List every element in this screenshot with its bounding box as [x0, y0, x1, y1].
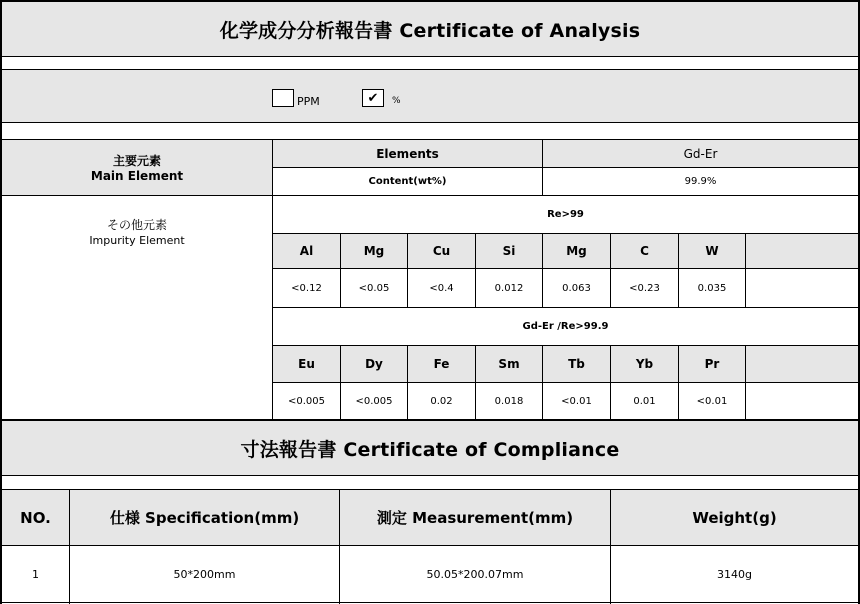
- row-measurement: 50.05*200.07mm: [426, 567, 524, 581]
- checkmark-icon: ✔: [367, 90, 379, 106]
- group2-element: Sm: [476, 346, 542, 382]
- main-element-label-en: Main Element: [90, 169, 184, 183]
- group1-element-empty: [746, 234, 858, 268]
- content-header: Content(wt%): [368, 176, 447, 187]
- main-element-label: [2, 140, 272, 195]
- group2-element: Pr: [679, 346, 745, 382]
- group2-value: <0.01: [696, 395, 728, 407]
- col-header-specification: 仕様 Specification(mm): [70, 490, 339, 545]
- unit-selection-band: [2, 70, 858, 122]
- analysis-title: 化学成分分析報告書 Certificate of Analysis: [2, 2, 858, 56]
- group2-element-empty: [746, 346, 858, 382]
- group2-value: 0.018: [494, 395, 524, 407]
- group1-element: Mg: [543, 234, 610, 268]
- col-header-weight: Weight(g): [611, 490, 858, 545]
- group1-value: <0.12: [291, 282, 322, 294]
- group1-value: <0.4: [429, 282, 454, 294]
- elements-header: Elements: [273, 140, 542, 167]
- percent-label: %: [392, 96, 401, 106]
- compliance-title: 寸法報告書 Certificate of Compliance: [2, 421, 858, 475]
- col-header-no: NO.: [2, 490, 69, 545]
- row-no: 1: [32, 567, 39, 581]
- impurity-label-en: Impurity Element: [89, 234, 185, 247]
- impurity-label-cn: その他元素: [106, 218, 167, 232]
- group2-value: 0.01: [633, 395, 656, 407]
- group2-value: <0.01: [561, 395, 592, 407]
- group1-value: <0.05: [358, 282, 390, 294]
- group1-value: 0.012: [494, 282, 524, 294]
- col-header-measurement: 測定 Measurement(mm): [340, 490, 610, 545]
- group2-value: 0.02: [430, 395, 453, 407]
- group2-element: Fe: [408, 346, 475, 382]
- group2-element: Dy: [341, 346, 407, 382]
- percent-checkbox[interactable]: [362, 89, 384, 107]
- group2-element: Eu: [273, 346, 340, 382]
- group1-element: Cu: [408, 234, 475, 268]
- group2-value: <0.005: [355, 395, 393, 407]
- main-element-label-cn: 主要元素: [112, 154, 161, 168]
- group1-value: <0.23: [629, 282, 660, 294]
- ppm-label: PPM: [297, 95, 320, 108]
- group1-value: 0.035: [697, 282, 727, 294]
- content-value: 99.9%: [684, 176, 717, 187]
- group1-value: 0.063: [562, 282, 591, 294]
- elements-value: Gd-Er: [543, 140, 858, 167]
- group1-element: Mg: [341, 234, 407, 268]
- group1-title: Re>99: [547, 209, 584, 220]
- group2-element: Yb: [611, 346, 678, 382]
- group1-element: C: [611, 234, 678, 268]
- group2-element: Tb: [543, 346, 610, 382]
- group2-title: Gd-Er /Re>99.9: [522, 321, 609, 332]
- group1-element: W: [679, 234, 745, 268]
- impurity-label: [2, 216, 272, 247]
- group1-element: Si: [476, 234, 542, 268]
- row-weight: 3140g: [717, 567, 752, 581]
- ppm-checkbox[interactable]: [272, 89, 294, 107]
- group2-value: <0.005: [287, 395, 325, 407]
- row-specification: 50*200mm: [173, 567, 236, 581]
- group1-element: Al: [273, 234, 340, 268]
